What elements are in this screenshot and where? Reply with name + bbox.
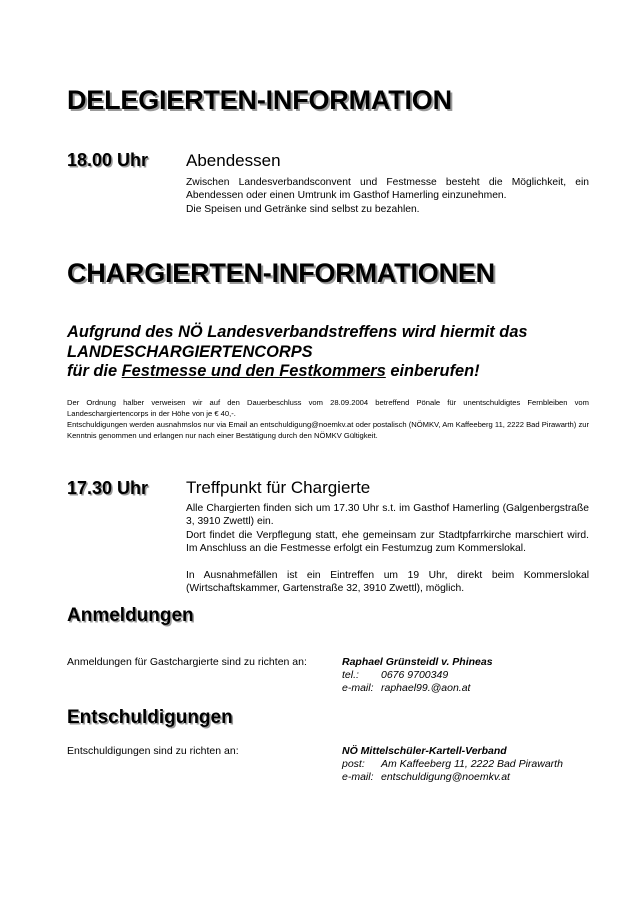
registration-tel-value: 0676 9700349 bbox=[381, 669, 449, 681]
delegate-paragraph-2: Die Speisen und Getränke sind selbst zu bezahlen. bbox=[186, 203, 420, 215]
callout-line-1: Aufgrund des NÖ Landesverbandstreffens wird hiermit das bbox=[67, 323, 528, 341]
registration-email bbox=[342, 682, 470, 694]
excuses-post-label: post: bbox=[342, 758, 365, 770]
delegate-text bbox=[186, 176, 589, 216]
chargierte-title: Treffpunkt für Chargierte bbox=[186, 478, 371, 497]
callout-block bbox=[67, 323, 528, 382]
chargierte-time: 17.30 Uhr bbox=[67, 478, 149, 498]
chargierte-paragraph-3: In Ausnahmefällen ist ein Eintreffen um 19 Uhr, direkt beim Kommerslokal (Wirtschaftskammer, Gartenstraße 32, 3910 Zwettl), möglich. bbox=[186, 569, 589, 595]
chargierte-heading: CHARGIERTEN-INFORMATIONEN bbox=[67, 258, 495, 288]
excuses-email-value[interactable]: entschuldigung@noemkv.at bbox=[381, 771, 510, 783]
delegate-paragraph-1: Zwischen Landesverbandsconvent und Festmesse besteht die Möglichkeit, ein Abendessen oder einen Umtrunk im Gasthof Hamerling einzunehmen. bbox=[186, 177, 589, 202]
excuses-contact-name: NÖ Mittelschüler-Kartell-Verband bbox=[342, 745, 507, 757]
delegate-time: 18.00 Uhr bbox=[67, 150, 149, 170]
registration-label: Anmeldungen für Gastchargierte sind zu richten an: bbox=[67, 656, 307, 668]
chargierte-text bbox=[186, 502, 589, 595]
excuses-post bbox=[342, 758, 563, 770]
callout-line-3-pre: für die bbox=[67, 362, 122, 380]
note-excuses: Entschuldigungen werden ausnahmslos nur via Email an entschuldigung@noemkv.at oder postalisch (NÖMKV, Am Kaffeeberg 11, 2222 Bad Pirawarth) zur Kenntnis genommen und erlangen nur nach einer Bestätigung durch den NÖMKV Gültigkeit. bbox=[67, 420, 589, 440]
registration-tel bbox=[342, 669, 448, 681]
registration-email-value[interactable]: raphael99.@aon.at bbox=[381, 682, 471, 694]
excuses-email-label: e-mail: bbox=[342, 771, 374, 783]
excuses-email bbox=[342, 771, 510, 783]
registration-tel-label: tel.: bbox=[342, 669, 359, 681]
excuses-label: Entschuldigungen sind zu richten an: bbox=[67, 745, 239, 757]
chargierte-paragraph-2: Dort findet die Verpflegung statt, ehe gemeinsam zur Stadtpfarrkirche marschiert wird. Im Anschluss an die Festmesse erfolgt ein Festumzug zum Kommerslokal. bbox=[186, 529, 589, 555]
callout-line-3 bbox=[67, 362, 528, 382]
callout-line-2: LANDESCHARGIERTENCORPS bbox=[67, 342, 313, 361]
registration-email-label: e-mail: bbox=[342, 682, 374, 694]
registration-heading: Anmeldungen bbox=[67, 605, 194, 626]
excuses-post-value: Am Kaffeeberg 11, 2222 Bad Pirawarth bbox=[381, 758, 563, 770]
callout-line-3-post: einberufen! bbox=[385, 362, 480, 380]
excuses-heading: Entschuldigungen bbox=[67, 707, 233, 728]
callout-line-3-underlined: Festmesse und den Festkommers bbox=[121, 362, 386, 380]
delegate-heading: DELEGIERTEN-INFORMATION bbox=[67, 85, 452, 115]
note-penalty: Der Ordnung halber verweisen wir auf den Dauerbeschluss vom 28.09.2004 betreffend Pönale für unentschuldigtes Fernbleiben vom Landeschargiertencorps in der Höhe von je € 40,-. bbox=[67, 398, 589, 418]
registration-contact-name: Raphael Grünsteidl v. Phineas bbox=[342, 656, 493, 668]
delegate-title: Abendessen bbox=[186, 151, 281, 170]
chargierte-paragraph-1: Alle Chargierten finden sich um 17.30 Uhr s.t. im Gasthof Hamerling (Galgenbergstraße 3, 3910 Zwettl) ein. bbox=[186, 503, 589, 528]
notes-block bbox=[67, 397, 589, 441]
